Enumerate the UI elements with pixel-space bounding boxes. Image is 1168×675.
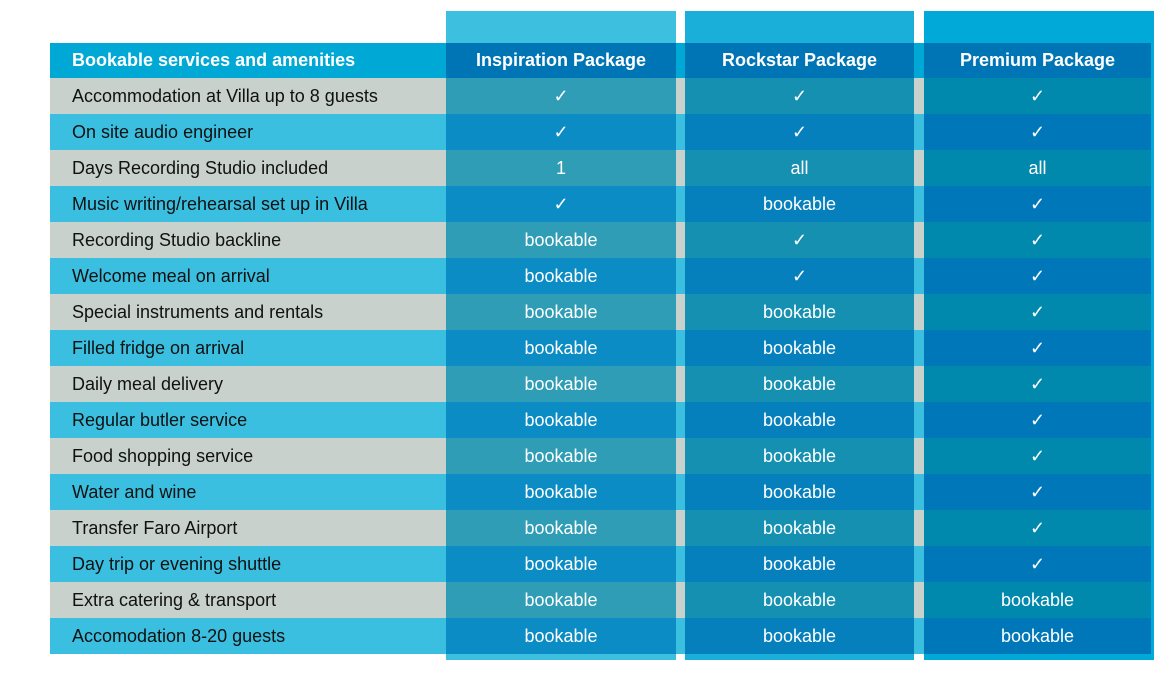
premium-value: bookable — [924, 582, 1151, 618]
rockstar-value: bookable — [685, 582, 914, 618]
premium-value: ✓ — [924, 186, 1151, 222]
rockstar-value: ✓ — [685, 222, 914, 258]
rockstar-value: bookable — [685, 546, 914, 582]
divider — [676, 402, 685, 438]
divider — [914, 186, 924, 222]
premium-value: ✓ — [924, 402, 1151, 438]
rockstar-value: bookable — [685, 366, 914, 402]
rockstar-value: bookable — [685, 402, 914, 438]
table-row — [50, 222, 1151, 258]
table-row — [50, 330, 1151, 366]
service-label: Recording Studio backline — [50, 222, 446, 258]
divider — [676, 114, 685, 150]
premium-value: all — [924, 150, 1151, 186]
inspiration-value: bookable — [446, 258, 676, 294]
rockstar-value: bookable — [685, 510, 914, 546]
divider — [676, 258, 685, 294]
inspiration-value: bookable — [446, 474, 676, 510]
package-comparison-table — [50, 43, 1151, 654]
table-row — [50, 258, 1151, 294]
table-row — [50, 618, 1151, 654]
divider — [676, 330, 685, 366]
inspiration-value: bookable — [446, 618, 676, 654]
divider — [676, 78, 685, 114]
rockstar-value: ✓ — [685, 78, 914, 114]
divider — [676, 150, 685, 186]
table-row — [50, 78, 1151, 114]
divider — [914, 330, 924, 366]
divider — [676, 222, 685, 258]
divider — [676, 294, 685, 330]
rockstar-value: bookable — [685, 438, 914, 474]
premium-value: ✓ — [924, 330, 1151, 366]
premium-value: ✓ — [924, 114, 1151, 150]
premium-value: ✓ — [924, 366, 1151, 402]
service-label: On site audio engineer — [50, 114, 446, 150]
table-header — [50, 43, 1151, 78]
divider — [914, 438, 924, 474]
rockstar-value: bookable — [685, 474, 914, 510]
service-label: Regular butler service — [50, 402, 446, 438]
divider — [914, 43, 924, 78]
table-row — [50, 402, 1151, 438]
rockstar-value: bookable — [685, 294, 914, 330]
table-row — [50, 438, 1151, 474]
service-label: Filled fridge on arrival — [50, 330, 446, 366]
divider — [914, 618, 924, 654]
inspiration-value: ✓ — [446, 186, 676, 222]
divider — [914, 150, 924, 186]
inspiration-value: bookable — [446, 330, 676, 366]
service-label: Days Recording Studio included — [50, 150, 446, 186]
divider — [914, 510, 924, 546]
divider — [914, 582, 924, 618]
divider — [676, 438, 685, 474]
premium-value: ✓ — [924, 258, 1151, 294]
inspiration-value: bookable — [446, 366, 676, 402]
rockstar-value: all — [685, 150, 914, 186]
inspiration-value: bookable — [446, 546, 676, 582]
rockstar-value: bookable — [685, 330, 914, 366]
service-label: Music writing/rehearsal set up in Villa — [50, 186, 446, 222]
premium-value: ✓ — [924, 474, 1151, 510]
divider — [914, 114, 924, 150]
inspiration-value: bookable — [446, 294, 676, 330]
service-label: Daily meal delivery — [50, 366, 446, 402]
table-row — [50, 546, 1151, 582]
divider — [676, 186, 685, 222]
divider — [676, 366, 685, 402]
table-row — [50, 510, 1151, 546]
service-label: Accommodation at Villa up to 8 guests — [50, 78, 446, 114]
divider — [676, 510, 685, 546]
service-label: Water and wine — [50, 474, 446, 510]
rockstar-value: ✓ — [685, 258, 914, 294]
rockstar-value: bookable — [685, 618, 914, 654]
inspiration-value: bookable — [446, 582, 676, 618]
service-label: Accomodation 8-20 guests — [50, 618, 446, 654]
table-row — [50, 294, 1151, 330]
header-premium: Premium Package — [924, 43, 1151, 78]
premium-value: ✓ — [924, 78, 1151, 114]
premium-value: ✓ — [924, 438, 1151, 474]
header-inspiration: Inspiration Package — [446, 43, 676, 78]
divider — [914, 294, 924, 330]
rockstar-value: ✓ — [685, 114, 914, 150]
inspiration-value: bookable — [446, 438, 676, 474]
premium-value: ✓ — [924, 222, 1151, 258]
inspiration-value: 1 — [446, 150, 676, 186]
divider — [914, 78, 924, 114]
table-row — [50, 150, 1151, 186]
rockstar-value: bookable — [685, 186, 914, 222]
divider — [676, 546, 685, 582]
divider — [914, 366, 924, 402]
table-row — [50, 186, 1151, 222]
premium-value: ✓ — [924, 546, 1151, 582]
table-row — [50, 582, 1151, 618]
service-label: Day trip or evening shuttle — [50, 546, 446, 582]
service-label: Welcome meal on arrival — [50, 258, 446, 294]
inspiration-value: ✓ — [446, 78, 676, 114]
premium-value: bookable — [924, 618, 1151, 654]
service-label: Food shopping service — [50, 438, 446, 474]
divider — [676, 474, 685, 510]
header-services: Bookable services and amenities — [50, 43, 446, 78]
divider — [676, 582, 685, 618]
divider — [914, 546, 924, 582]
premium-value: ✓ — [924, 510, 1151, 546]
table-row — [50, 474, 1151, 510]
table-row — [50, 366, 1151, 402]
divider — [914, 474, 924, 510]
header-rockstar: Rockstar Package — [685, 43, 914, 78]
divider — [676, 43, 685, 78]
divider — [914, 222, 924, 258]
service-label: Extra catering & transport — [50, 582, 446, 618]
inspiration-value: bookable — [446, 222, 676, 258]
premium-value: ✓ — [924, 294, 1151, 330]
inspiration-value: bookable — [446, 402, 676, 438]
service-label: Transfer Faro Airport — [50, 510, 446, 546]
divider — [914, 402, 924, 438]
service-label: Special instruments and rentals — [50, 294, 446, 330]
divider — [914, 258, 924, 294]
divider — [676, 618, 685, 654]
inspiration-value: ✓ — [446, 114, 676, 150]
inspiration-value: bookable — [446, 510, 676, 546]
table-row — [50, 114, 1151, 150]
